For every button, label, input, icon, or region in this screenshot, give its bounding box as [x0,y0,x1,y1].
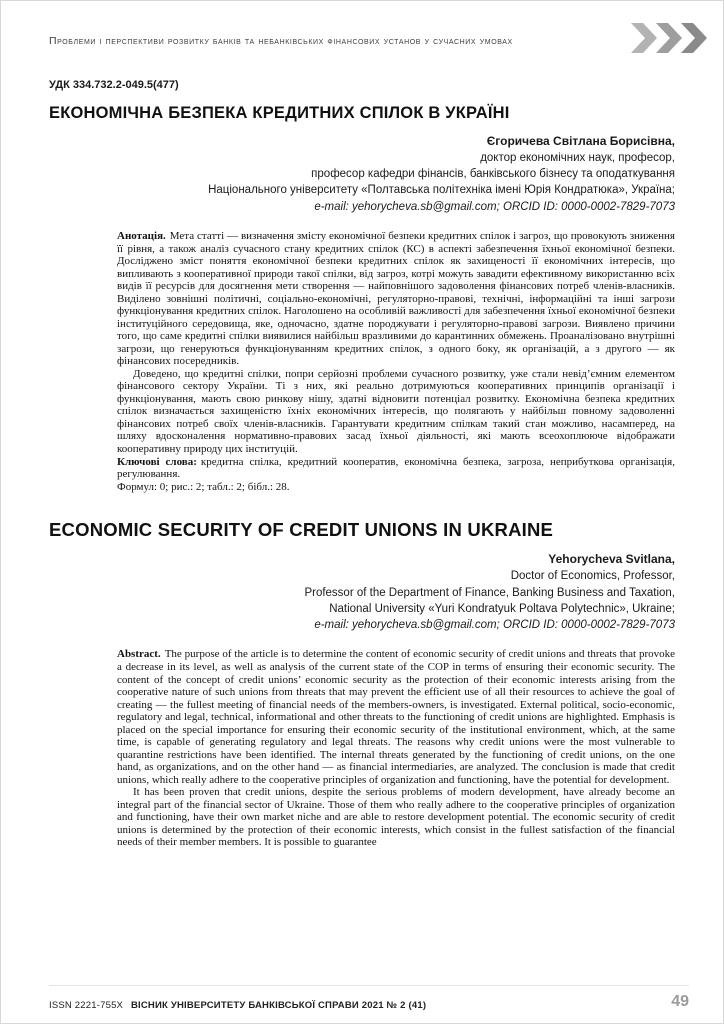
author-degree-en: Doctor of Economics, Professor, [510,570,675,583]
abstract-en-paragraph-2: It has been proven that credit unions, despite the serious problems of modern development, have already become an integral part of the financial sector of Ukraine. Those of them who really adhere to the cooperative principles of organization and functioning, have their own market niche and are able to restore development potential. The economic security of credit unions is determined by the protection of their economic interests, which consist in the fullest satisfaction of the financial needs of their member members. It is possible to guarantee [117,786,675,849]
journal-name-issue: ВІСНИК УНІВЕРСИТЕТУ БАНКІВСЬКОЇ СПРАВИ 2021 № 2 (41) [130,1000,427,1011]
article-counts-line: Формул: 0; рис.: 2; табл.: 2; бібл.: 28. [117,480,290,493]
author-email-orcid-en: e-mail: yehorycheva.sb@gmail.com; ORCID ID: 0000-0002-7829-7073 [314,619,675,632]
abstract-label-uk: Анотація. [117,229,166,242]
keywords-uk-paragraph [117,456,675,481]
udc-code: УДК 334.732.2-049.5(477) [49,78,179,91]
abstract-uk-paragraph-2: Доведено, що кредитні спілки, попри серйозні проблеми сучасного розвитку, уже стали невід’ємним елементом фінансового сектору України. Ті з них, які реально дотримуються кооперативних принципів організації і функціонування, мають свою ринкову нішу, здатні відновити потенціал розвитку. Економічна безпека кредитних спілок визначається захищеністю їхніх економічних інтересів, що полягають у найбільш повному задоволенні фінансових потреб своїх членів-власників. Гарантувати кредитним спілкам такий стан можливо, насамперед, на шляху вдосконалення нормативно-правових засад їхньої діяльності, які мають всеохоплююче відображати кооперативну природу цих інституцій. [117,367,675,456]
abstract-uk [117,230,675,493]
abstract-uk-text-1: Мета статті — визначення змісту економічної безпеки кредитних спілок і загроз, що провокують зниження її рівня, а також аналіз сучасного стану кредитних спілок (КС) в аспекті забезпечення їхньої економічної безпеки. Досліджено зміст поняття економічної безпеки кредитних спілок як захищеності її економічних інтересів, що випливають з кооперативної природи такої спілки, від загроз, котрі можуть завадити ефективному використанню всіх видів її ресурсів для досягнення мети створення — найповнішого задоволення фінансових потреб членів-власників. Виділено зовнішні політичні, соціально-економічні, регуляторно-правові, технічні, інформаційні та інші загрози функціонування кредитних спілок. Наголошено на особливій важливості для забезпечення їхньої економічної безпеки інституційного середовища, яке, одночасно, здатне породжувати і регуляторно-правові загрози. Виявлено причини того, що саме кредитні спілки виявилися найбільш вразливими до карантинних обмежень. Проаналізовано внутрішні загрози, що генеруються функціонуванням кредитних спілок, з одного боку, як організацій, а з другого — як фінансових посередників. [117,229,675,368]
keywords-label-uk: Ключові слова: [117,455,197,468]
author-block-uk [49,133,675,215]
author-affiliation-en: National University «Yuri Kondratyuk Poltava Polytechnic», Ukraine; [329,602,675,615]
author-position-uk: професор кафедри фінансів, банківського бізнесу та оподаткування [311,168,675,180]
author-email-orcid-uk: e-mail: yehorycheva.sb@gmail.com; ORCID ID: 0000-0002-7829-7073 [314,200,675,213]
abstract-uk-paragraph-1 [117,230,675,368]
author-name-uk: Єгоричева Світлана Борисівна, [486,133,675,148]
author-degree-uk: доктор економічних наук, професор, [480,151,675,164]
author-position-en: Professor of the Department of Finance, Banking Business and Taxation, [304,586,675,599]
page-footer [49,985,689,1011]
abstract-en-paragraph-1 [117,648,675,786]
abstract-label-en: Abstract. [117,648,161,661]
author-affiliation-uk: Національного університету «Полтавська політехніка імені Юрія Кондратюка», Україна; [208,184,675,197]
author-name-en: Yehorycheva Svitlana, [548,552,675,567]
issn-number: ISSN 2221-755X [49,1000,124,1011]
keywords-uk-text: кредитна спілка, кредитний кооператив, економічна безпека, загроза, неприбуткова організація, регулювання. [117,455,675,481]
footer-issn-line [49,1000,426,1011]
abstract-en-text-1: The purpose of the article is to determine the content of economic security of credit unions and threats that provoke a decrease in its level, as well as analysis of the current state of the COP in terms of ensuring their economic security. The content of the concept of credit unions’ economic security as the protection of their economic interests arising from the cooperative nature of such unions from threats that may prevent the efficient use of all their resources to achieve the goal of creating — the fullest meeting of financial needs of the members-owners, is investigated. External political, socio-economic, regulatory and legal, technical, informational and other threats to the functioning of credit unions are highlighted. Emphasis is placed on the special importance for ensuring their economic security of the institutional environment, which, at the same time, is capable of generating regulatory and legal threats. The reasons why credit unions were the most vulnerable to quarantine restrictions have been identified. The internal threats generated by the functioning of credit unions, on the one hand, as organizations, and on the other hand — as financial intermediaries, are analyzed. The conclusion is made that credit unions, which really adhere to the cooperative principles of organization and functioning, have the potential for development. [117,648,675,786]
article-title-en: ECONOMIC SECURITY OF CREDIT UNIONS IN UKRAINE [49,519,554,541]
running-header-title: Проблеми і перспективи розвитку банків та небанківських фінансових установ у сучасних умовах [49,35,513,47]
article-title-uk: ЕКОНОМІЧНА БЕЗПЕКА КРЕДИТНИХ СПІЛОК В УКРАЇНІ [49,103,510,122]
abstract-en [117,648,675,849]
author-block-en [49,551,675,633]
triple-chevron-right-icon [631,23,707,58]
page-number: 49 [671,993,689,1010]
